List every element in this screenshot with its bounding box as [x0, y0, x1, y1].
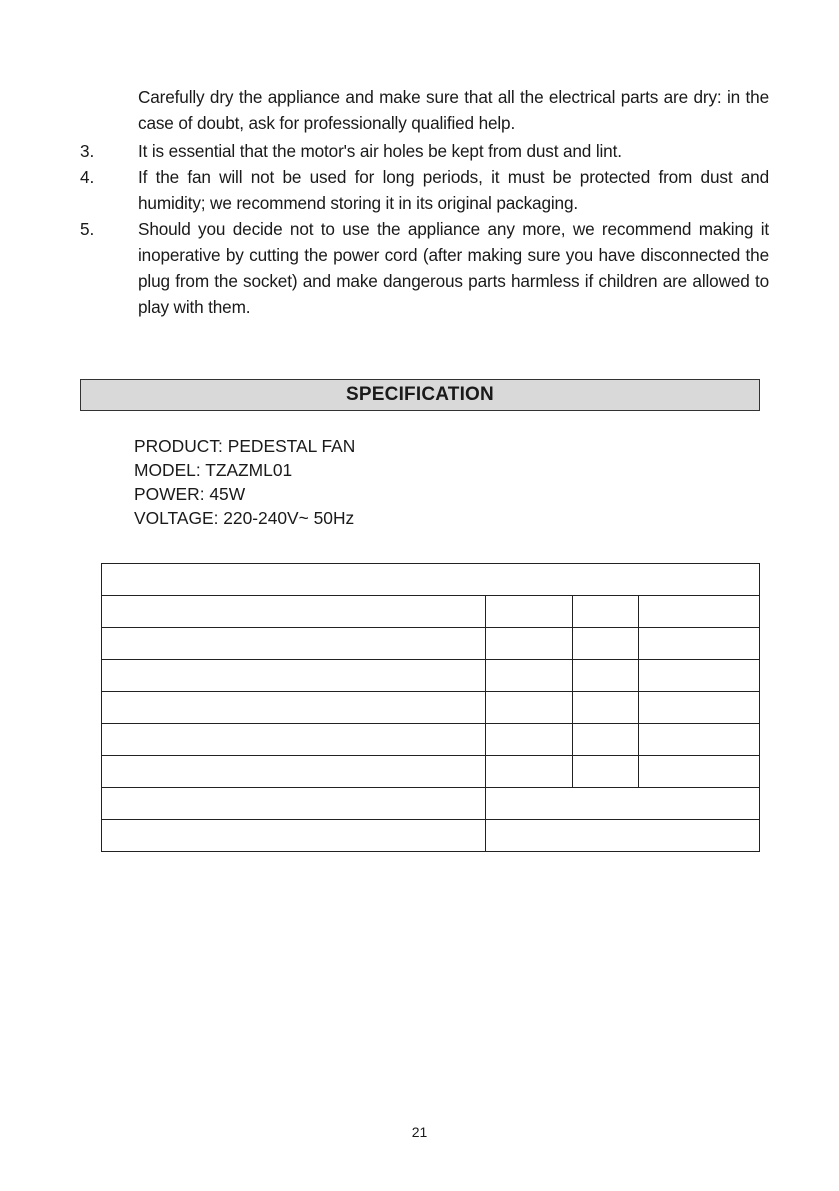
spec-model: MODEL: TZAZML01 — [134, 460, 293, 480]
table-cell — [573, 724, 639, 756]
table-cell — [486, 628, 573, 660]
spec-power: POWER: 45W — [134, 484, 246, 504]
table-cell — [102, 692, 486, 724]
table-cell — [102, 628, 486, 660]
instruction-number-5: 5. — [80, 219, 95, 239]
table-cell — [486, 660, 573, 692]
table-row — [102, 724, 760, 756]
instruction-number-3: 3. — [80, 141, 95, 161]
table-cell — [639, 628, 760, 660]
spec-voltage: VOLTAGE: 220-240V~ 50Hz — [134, 508, 355, 528]
specification-header-bar — [80, 379, 760, 411]
page-number: 21 — [411, 1124, 428, 1140]
table-header-cell — [102, 564, 760, 596]
table-cell — [573, 596, 639, 628]
table-cell — [573, 660, 639, 692]
table-row — [102, 820, 760, 852]
table-cell — [573, 628, 639, 660]
table-cell — [102, 724, 486, 756]
table-row — [102, 692, 760, 724]
table-cell — [486, 596, 573, 628]
instruction-item-5: Should you decide not to use the appliance any more, we recommend making it inoperative by cutting the power cord (after making sure you have disconnected the plug from the socket) and make dangerous parts harmless if children are allowed to play with them. — [138, 219, 769, 317]
spec-product: PRODUCT: PEDESTAL FAN — [134, 436, 356, 456]
table-cell — [486, 820, 760, 852]
table-cell — [639, 692, 760, 724]
specification-list — [134, 434, 355, 530]
table-cell — [639, 756, 760, 788]
table-cell — [102, 756, 486, 788]
table-cell — [486, 756, 573, 788]
table-row — [102, 628, 760, 660]
instruction-item-4: If the fan will not be used for long periods, it must be protected from dust and humidity; we recommend storing it in its original packaging. — [138, 167, 769, 213]
table-cell — [639, 660, 760, 692]
table-cell — [486, 692, 573, 724]
table-cell — [486, 788, 760, 820]
table-cell — [102, 820, 486, 852]
specification-table — [101, 563, 760, 852]
instruction-continuation: Carefully dry the appliance and make sure that all the electrical parts are dry: in the case of doubt, ask for professionally qualified help. — [138, 87, 769, 133]
table-row — [102, 660, 760, 692]
table-cell — [486, 724, 573, 756]
table-cell — [639, 724, 760, 756]
table-row — [102, 756, 760, 788]
table-header-row — [102, 564, 760, 596]
table-row — [102, 788, 760, 820]
instruction-item-3: It is essential that the motor's air holes be kept from dust and lint. — [138, 141, 622, 161]
specification-title: SPECIFICATION — [346, 384, 494, 405]
table-cell — [573, 692, 639, 724]
table-cell — [573, 756, 639, 788]
instruction-number-4: 4. — [80, 167, 95, 187]
table-cell — [102, 596, 486, 628]
table-cell — [102, 660, 486, 692]
table-cell — [102, 788, 486, 820]
table-row — [102, 596, 760, 628]
table-cell — [639, 596, 760, 628]
